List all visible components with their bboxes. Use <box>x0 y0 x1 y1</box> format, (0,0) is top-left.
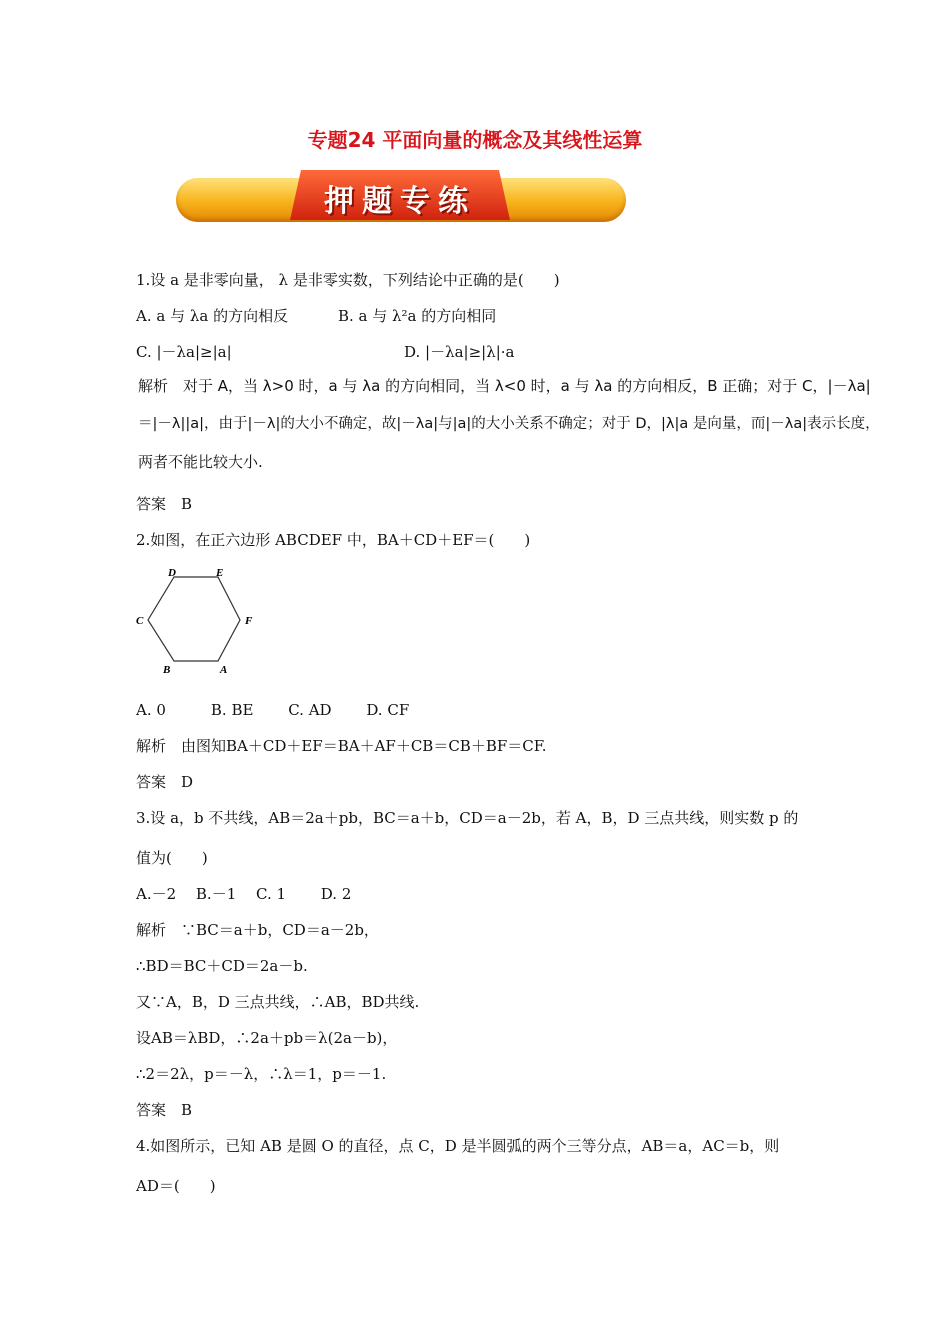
q1-analysis-line-1: 解析 对于 A，当 λ>0 时，a 与 λa 的方向相同，当 λ<0 时，a 与 λa 的方向相反，B 正确；对于 C，|－λa| <box>138 377 871 395</box>
q3-answer: 答案 B <box>136 1101 193 1119</box>
vertex-label-a: A <box>220 664 228 674</box>
q1-option-c: C. |－λa|≥|a| <box>136 343 232 361</box>
q3-options: A.－2 B.－1 C. 1 D. 2 <box>136 885 352 903</box>
q4-stem-line-2: AD＝( ) <box>136 1177 216 1195</box>
vertex-label-f: F <box>245 615 253 627</box>
q1-option-a: A. a 与 λa 的方向相反 <box>136 307 289 325</box>
vertex-label-e: E <box>216 567 224 579</box>
vertex-label-d: D <box>168 567 176 579</box>
page-title: 专题24 平面向量的概念及其线性运算 <box>307 128 643 152</box>
q2-stem: 2.如图，在正六边形 ABCDEF 中，BA＋CD＋EF＝( ) <box>136 531 531 549</box>
q1-option-d: D. |－λa|≥|λ|·a <box>404 343 515 361</box>
vertex-label-b: B <box>163 664 171 674</box>
vertex-label-c: C <box>136 615 144 627</box>
section-banner <box>176 170 626 226</box>
q1-analysis-line-2: ＝|－λ||a|，由于|－λ|的大小不确定，故|－λa|与|a|的大小关系不确定；对于 D，|λ|a 是向量，而|－λa|表示长度， <box>138 416 880 432</box>
q2-options: A. 0 B. BE C. AD D. CF <box>136 701 410 719</box>
banner-label: 押题专练 <box>324 184 476 219</box>
q3-stem-line-1: 3.设 a，b 不共线，AB＝2a＋pb，BC＝a＋b，CD＝a－2b，若 A，B，D 三点共线，则实数 p 的 <box>136 809 799 827</box>
hexagon-shape <box>148 577 240 661</box>
q3-solution-line-3: 又∵A，B，D 三点共线，∴AB，BD共线. <box>136 993 420 1011</box>
q3-solution-line-4: 设AB＝λBD，∴2a＋pb＝λ(2a－b)， <box>136 1029 398 1047</box>
q1-analysis-line-3: 两者不能比较大小. <box>138 453 263 471</box>
q2-answer: 答案 D <box>136 773 194 791</box>
q3-solution-line-1: 解析 ∵BC＝a＋b，CD＝a－2b， <box>136 921 379 939</box>
hexagon-figure <box>132 562 260 674</box>
q2-analysis: 解析 由图知BA＋CD＋EF＝BA＋AF＋CB＝CB＋BF＝CF. <box>136 737 547 755</box>
q3-solution-line-5: ∴2＝2λ，p＝－λ，∴λ＝1，p＝－1. <box>136 1065 387 1083</box>
q1-stem: 1.设 a 是非零向量， λ 是非零实数，下列结论中正确的是( ) <box>136 271 560 289</box>
q1-option-b: B. a 与 λ²a 的方向相同 <box>338 307 497 325</box>
q3-stem-line-2: 值为( ) <box>136 849 208 867</box>
q1-answer: 答案 B <box>136 495 193 513</box>
q4-stem-line-1: 4.如图所示，已知 AB 是圆 O 的直径，点 C，D 是半圆弧的两个三等分点，AB＝a，AC＝b，则 <box>136 1137 780 1155</box>
q3-solution-line-2: ∴BD＝BC＋CD＝2a－b. <box>136 957 308 975</box>
